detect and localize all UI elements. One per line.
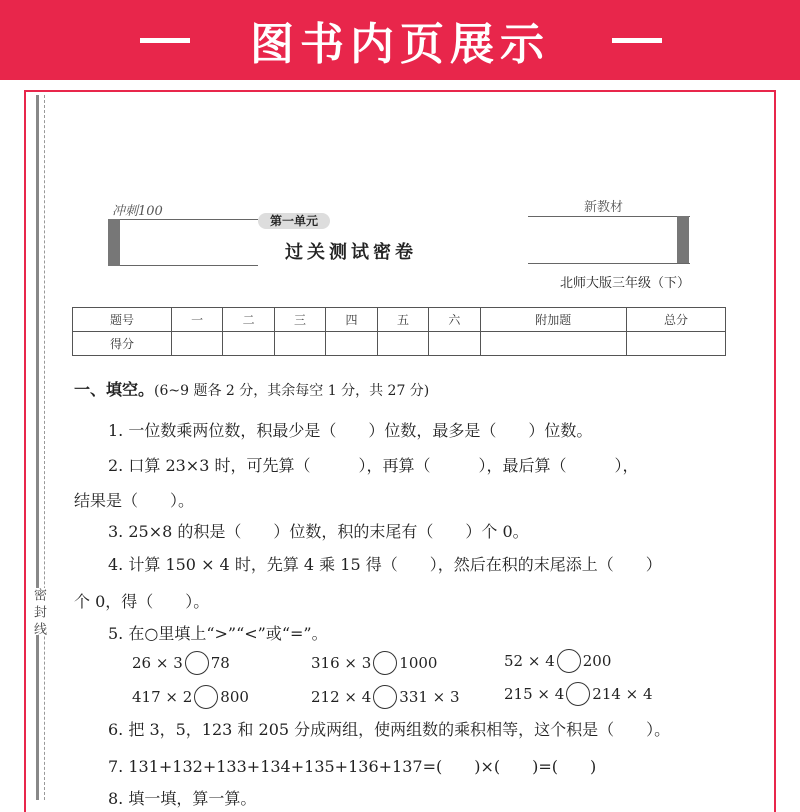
question-2-continued: 结果是（ ）。 — [74, 491, 195, 510]
score-cell: 五 — [377, 308, 428, 332]
comparison-left: 417 × 2 — [132, 688, 193, 706]
question-6: 6. 把 3，5，123 和 205 分成两组，使两组数的乘积相等，这个积是（ ）。 — [108, 720, 671, 739]
score-table-header-row — [73, 308, 726, 332]
score-cell — [171, 332, 222, 356]
header-left-box — [108, 219, 258, 266]
question-5: 5. 在○里填上“>”“<”或“=”。 — [108, 624, 328, 643]
comparison-right: 331 × 3 — [399, 688, 460, 706]
score-cell: 题号 — [73, 308, 172, 332]
comparison-left: 316 × 3 — [311, 654, 372, 672]
score-cell — [626, 332, 725, 356]
answer-circle[interactable] — [566, 682, 590, 706]
question-4: 4. 计算 150 × 4 时，先算 4 乘 15 得（ ），然后在积的末尾添上（ ） — [108, 555, 662, 574]
question-7: 7. 131+132+133+134+135+136+137=( )×( )=( ) — [108, 757, 597, 776]
answer-circle[interactable] — [373, 651, 397, 675]
comparison-item — [504, 682, 653, 706]
question-4-continued: 个 0，得（ ）。 — [74, 592, 210, 611]
comparison-right: 800 — [220, 688, 249, 706]
header-left-line — [108, 219, 258, 220]
binding-line — [36, 95, 39, 800]
section-title: 一、填空。 — [74, 380, 155, 399]
exam-title: 过关测试密卷 — [285, 242, 417, 263]
banner-dash-left — [140, 38, 190, 43]
question-1: 1. 一位数乘两位数，积最少是（ ）位数，最多是（ ）位数。 — [108, 421, 593, 440]
question-8: 8. 填一填，算一算。 — [108, 789, 257, 808]
score-cell: 一 — [171, 308, 222, 332]
answer-circle[interactable] — [185, 651, 209, 675]
comparison-left: 52 × 4 — [504, 652, 555, 670]
textbook-label: 新教材 — [584, 200, 624, 215]
score-cell: 四 — [326, 308, 377, 332]
score-cell — [480, 332, 626, 356]
header-right-box — [528, 216, 690, 264]
seal-dashed-line — [44, 95, 45, 800]
score-cell: 二 — [223, 308, 274, 332]
unit-badge: 第一单元 — [258, 213, 330, 229]
score-cell — [223, 332, 274, 356]
comparison-left: 215 × 4 — [504, 685, 565, 703]
comparison-right: 214 × 4 — [592, 685, 653, 703]
comparison-item — [132, 685, 249, 709]
score-cell: 总分 — [626, 308, 725, 332]
header-right-bar — [677, 216, 689, 263]
comparison-item — [132, 651, 230, 675]
comparison-right: 78 — [210, 654, 230, 672]
edition-label: 北师大版三年级（下） — [560, 276, 691, 291]
score-table-score-row — [73, 332, 726, 356]
comparison-left: 26 × 3 — [132, 654, 183, 672]
section-heading — [74, 377, 429, 400]
score-cell: 得分 — [73, 332, 172, 356]
answer-circle[interactable] — [373, 685, 397, 709]
score-cell: 三 — [274, 308, 325, 332]
score-cell — [377, 332, 428, 356]
answer-circle[interactable] — [194, 685, 218, 709]
banner — [0, 0, 800, 80]
comparison-left: 212 × 4 — [311, 688, 372, 706]
comparison-right: 1000 — [399, 654, 438, 672]
header-left-bar — [108, 219, 120, 266]
answer-circle[interactable] — [557, 649, 581, 673]
score-cell — [274, 332, 325, 356]
comparison-item — [311, 651, 437, 675]
banner-dash-right — [612, 38, 662, 43]
question-3: 3. 25×8 的积是（ ）位数，积的末尾有（ ）个 0。 — [108, 522, 529, 541]
score-cell: 六 — [429, 308, 480, 332]
comparison-item — [504, 649, 611, 673]
brand-label: 冲刺100 — [112, 204, 163, 219]
question-2: 2. 口算 23×3 时，可先算（ ），再算（ ），最后算（ ）， — [108, 456, 639, 475]
score-cell: 附加题 — [480, 308, 626, 332]
banner-title: 图书内页展示 — [250, 19, 550, 70]
score-cell — [326, 332, 377, 356]
comparison-item — [311, 685, 460, 709]
score-cell — [429, 332, 480, 356]
section-note: (6~9 题各 2 分，其余每空 1 分，共 27 分) — [154, 383, 430, 399]
seal-label: 密 封 线 — [31, 588, 46, 636]
comparison-right: 200 — [582, 652, 612, 670]
score-table — [72, 307, 726, 356]
